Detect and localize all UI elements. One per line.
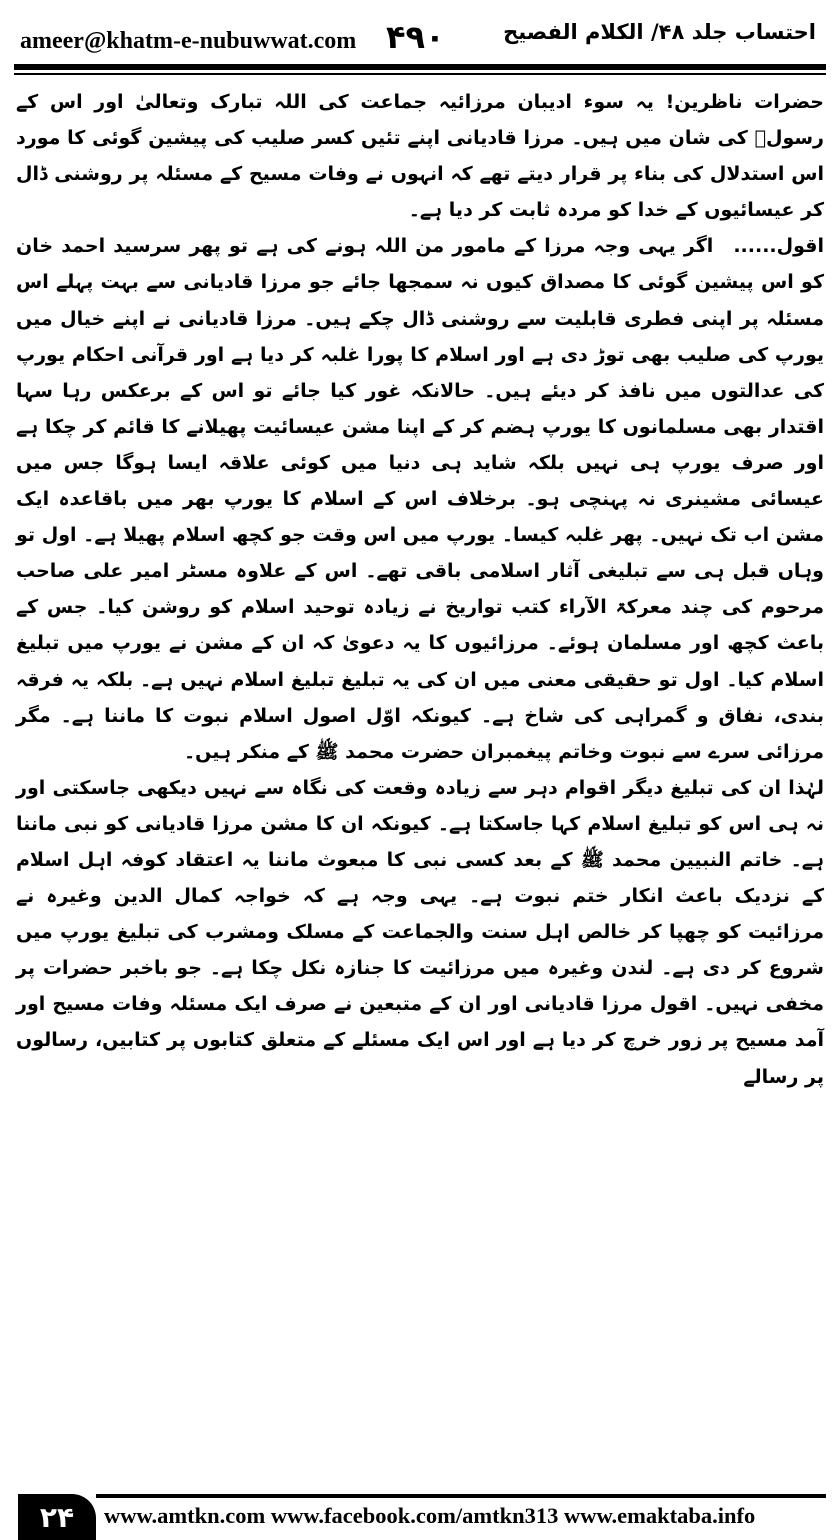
paragraph-2 <box>16 228 824 769</box>
paragraph-2-lead: اقول...... <box>733 235 824 258</box>
paragraph-2-text: اگر یہی وجہ مرزا کے مامور من اللہ ہونے کی ہے تو پھر سرسید احمد خان کو اس پیشین گوئی کا مصداق کیوں نہ سمجھا جائے جو مرزا قادیانی سے بہت پہلے اس مسئلہ پر اپنی فطری قابلیت سے روشنی ڈال چکے ہیں۔ مرزا قادیانی نے اپنے خیال میں یورپ کی صلیب بھی توڑ دی ہے اور اسلام کا پورا غلبہ کر دیا ہے اور قرآنی احکام یورپ کی عدالتوں میں نافذ کر دیئے ہیں۔ حالانکہ غور کیا جائے تو اس کے برعکس رہا سہا اقتدار بھی مسلمانوں کا یورپ ہضم کر کے اپنا مشن عیسائیت پھیلانے کا قائم کر چکا ہے اور صرف یورپ ہی نہیں بلکہ شاید ہی دنیا میں کوئی علاقہ ایسا ہوگا جس میں عیسائی مشینری نہ پہنچی ہو۔ برخلاف اس کے اسلام کا یورپ بھر میں باقاعدہ ایک مشن اب تک نہیں۔ پھر غلبہ کیسا۔ یورپ میں اس وقت جو کچھ اسلام پھیلا ہے۔ اول تو وہاں قبل ہی سے تبلیغی آثار اسلامی باقی تھے۔ اس کے علاوہ مسٹر امیر علی صاحب مرحوم کی چند معرکۃ الآراء کتب تواریخ نے زیادہ توحید اسلام کو روشن کیا۔ جس کے باعث کچھ اور مسلمان ہوئے۔ مرزائیوں کا یہ دعویٰ کہ ان کے مشن نے یورپ میں تبلیغ اسلام کیا۔ اول تو حقیقی معنی میں ان کی یہ تبلیغ تبلیغ اسلام نہیں ہے۔ بلکہ یہ فرقہ بندی، نفاق و گمراہی کی شاخ ہے۔ کیونکہ اوّل اصول اسلام نبوت کا ماننا ہے۔ مگر مرزائی سرے سے نبوت وخاتم پیغمبران حضرت محمد ﷺ کے منکر ہیں۔ <box>16 235 824 763</box>
footer-rule <box>96 1494 826 1498</box>
header-page-number: ۴۹۰ <box>386 18 445 56</box>
header-book-title: احتساب جلد ۴۸/ الکلام الفصیح <box>503 20 816 44</box>
page-footer <box>0 1490 840 1540</box>
page-header <box>0 0 840 76</box>
body-text <box>16 84 824 1095</box>
paragraph-3 <box>16 770 824 1095</box>
header-email: ameer@khatm-e-nubuwwat.com <box>20 28 357 54</box>
paragraph-3-text: لہٰذا ان کی تبلیغ دیگر اقوام دہر سے زیادہ وقعت کی نگاہ سے نہیں دیکھی جاسکتی اور نہ ہی اس کو تبلیغ اسلام کہا جاسکتا ہے۔ کیونکہ ان کا مشن مرزا قادیانی کو نبی ماننا ہے۔ خاتم النبیین محمد ﷺ کے بعد کسی نبی کا مبعوث ماننا یہ اعتقاد کوفہ اہل اسلام کے نزدیک باعث انکار ختم نبوت ہے۔ یہی وجہ ہے کہ خواجہ کمال الدین وغیرہ نے مرزائیت کو چھپا کر خالص اہل سنت والجماعت کے مسلک ومشرب کی تبلیغ یورپ میں شروع کر دی ہے۔ لندن وغیرہ میں مرزائیت کا جنازہ نکل چکا ہے۔ جو باخبر حضرات پر مخفی نہیں۔ اقول مرزا قادیانی اور ان کے متبعین نے صرف ایک مسئلہ وفات مسیح اور آمد مسیح پر زور خرچ کر دیا ہے اور اس ایک مسئلے کے متعلق کتابوں پر کتابیں، رسالوں پر رسالے <box>16 776 824 1088</box>
paragraph-1-text: حضرات ناظرین! یہ سوء ادیبان مرزائیہ جماعت کی اللہ تبارک وتعالیٰ اور اس کے رسولؐ کی شان میں ہیں۔ مرزا قادیانی اپنے تئیں کسر صلیب کی پیشین گوئی کا مورد اس استدلال کی بناء پر قرار دیتے تھے کہ انہوں نے وفات مسیح کے مسئلہ پر روشنی ڈال کر عیسائیوں کے خدا کو مردہ ثابت کر دیا ہے۔ <box>16 91 824 222</box>
header-rule-thin <box>14 73 826 75</box>
header-rule-thick <box>14 64 826 70</box>
paragraph-1 <box>16 84 824 228</box>
footer-page-label: ۲۴ <box>18 1494 96 1540</box>
footer-links: www.amtkn.com www.facebook.com/amtkn313 www.emaktaba.info <box>104 1503 756 1528</box>
